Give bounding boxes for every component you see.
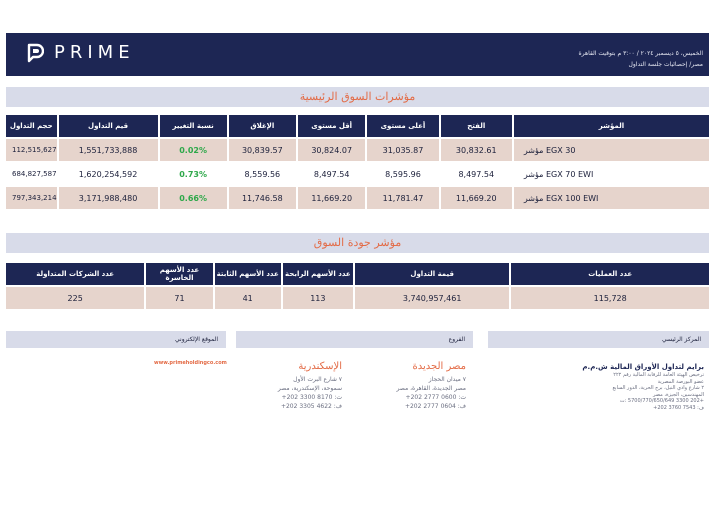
indices-table	[4, 113, 711, 211]
website-link[interactable]: www.primeholdingco.com	[154, 360, 227, 366]
branch-title: مصر الجديدة	[412, 361, 466, 372]
cell-close: 30,839.57	[229, 139, 296, 161]
cell-unchanged: 41	[215, 287, 281, 309]
cell-volume: 797,343,214	[6, 187, 57, 209]
col-gainers: عدد الأسهم الرابحة	[283, 263, 353, 285]
col-unchanged: عدد الأسهم الثابتة	[215, 263, 281, 285]
cell-low: 30,824.07	[298, 139, 365, 161]
website-label: الموقع الإلكتروني	[6, 331, 226, 348]
col-volume: حجم التداول	[6, 115, 57, 137]
cell-close: 11,746.58	[229, 187, 296, 209]
cell-value: 1,620,254,592	[78, 169, 138, 179]
cell-value: 3,171,988,480	[59, 187, 158, 209]
branch-line: ت: 8170 3300 202+	[281, 394, 342, 401]
header-info	[579, 48, 704, 70]
col-high: أعلى مستوى	[367, 115, 438, 137]
cell-change: 0.02%	[160, 139, 227, 161]
hq-title: برايم لتداول الأوراق المالية ش.م.م	[582, 363, 704, 371]
branch-line: ٧ شارع البرت الأول	[293, 376, 342, 383]
report-date: الخميس، ٥ ديسمبر ٢٠٢٤ / ٣:٠٠ م بتوقيت القاهرة	[578, 50, 703, 57]
cell-losers: 71	[146, 287, 212, 309]
hq-line: ترخيص الهيئة العامة للرقابة المالية رقم ٢٢٢	[613, 372, 704, 378]
branches-label: الفروع	[236, 331, 473, 348]
hq-line: عضو البورصة المصرية	[657, 378, 704, 385]
hq-line: المهندسين، الجيزة، مصر	[653, 391, 704, 398]
cell-transactions: 115,728	[511, 287, 709, 309]
report-subtitle: مصر/ إحصائيات جلسة التداول	[628, 61, 703, 68]
branch-new-cairo	[396, 360, 466, 411]
branch-line: ف: 4622 3305 202+	[280, 403, 342, 410]
col-companies: عدد الشركات المتداولة	[6, 263, 144, 285]
cell-trade-value: 3,740,957,461	[355, 287, 509, 309]
cell-gainers: 113	[283, 287, 353, 309]
col-low: أقل مستوى	[298, 115, 365, 137]
cell-high: 8,595.96	[385, 169, 421, 179]
branch-alexandria	[278, 360, 342, 411]
hq-address	[582, 362, 704, 411]
cell-volume: 684,827,587	[12, 170, 57, 178]
cell-index-name: مؤشر EGX 30	[514, 139, 709, 161]
quality-section-title: مؤشر جودة السوق	[6, 233, 709, 253]
indices-header-row	[6, 115, 709, 137]
cell-open: 8,497.54	[458, 169, 495, 179]
brand-name: PRIME	[54, 42, 135, 63]
branch-line: ٧ ميدان الحجاز	[428, 376, 466, 383]
table-row	[6, 287, 709, 309]
prime-logo-icon	[26, 43, 44, 63]
report-header	[6, 33, 709, 76]
col-losers: عدد الأسهم الخاسرة	[146, 263, 212, 285]
cell-value: 1,551,733,888	[59, 139, 158, 161]
cell-volume: 112,515,627	[6, 139, 57, 161]
hq-line: ف: 7543 3760 202+	[653, 404, 704, 411]
branch-line: سموحة، الإسكندرية، مصر	[277, 385, 342, 392]
cell-index-name: مؤشر EGX 70 EWI	[523, 169, 594, 179]
cell-low: 8,497.54	[313, 169, 350, 179]
indices-section-title: مؤشرات السوق الرئيسية	[6, 87, 709, 107]
cell-high: 11,781.47	[367, 187, 438, 209]
cell-high: 31,035.87	[367, 139, 438, 161]
cell-low: 11,669.20	[298, 187, 365, 209]
branch-title: الإسكندرية	[298, 361, 342, 372]
table-row	[6, 163, 709, 185]
quality-header-row	[6, 263, 709, 285]
cell-open: 11,669.20	[441, 187, 512, 209]
col-trade-value: قيمة التداول	[355, 263, 509, 285]
brand-logo	[26, 42, 135, 63]
cell-close: 8,559.56	[244, 169, 281, 179]
col-change: نسبة التغيير	[160, 115, 227, 137]
hq-label: المركز الرئيسي	[488, 331, 709, 348]
col-transactions: عدد العمليات	[511, 263, 709, 285]
branch-line: مصر الجديدة، القاهرة، مصر	[396, 385, 466, 392]
cell-index-name: مؤشر EGX 100 EWI	[514, 187, 709, 209]
table-row	[6, 187, 709, 209]
cell-change: 0.66%	[160, 187, 227, 209]
branch-line: ت: 0600 2777 202+	[405, 394, 466, 401]
branch-line: ف: 0604 2777 202+	[404, 403, 466, 410]
col-value: قيم التداول	[59, 115, 158, 137]
cell-change: 0.73%	[179, 169, 207, 179]
hq-line: ٢ شارع وادي النيل، برج الحرية، الدور السابع	[612, 385, 704, 391]
col-close: الإغلاق	[229, 115, 296, 137]
hq-line: +202 3300 5700/770/650/649 :ت	[619, 398, 704, 404]
cell-companies: 225	[6, 287, 144, 309]
col-index: المؤشر	[514, 115, 709, 137]
quality-table	[4, 261, 711, 311]
col-open: الفتح	[441, 115, 512, 137]
table-row	[6, 139, 709, 161]
cell-open: 30,832.61	[441, 139, 512, 161]
